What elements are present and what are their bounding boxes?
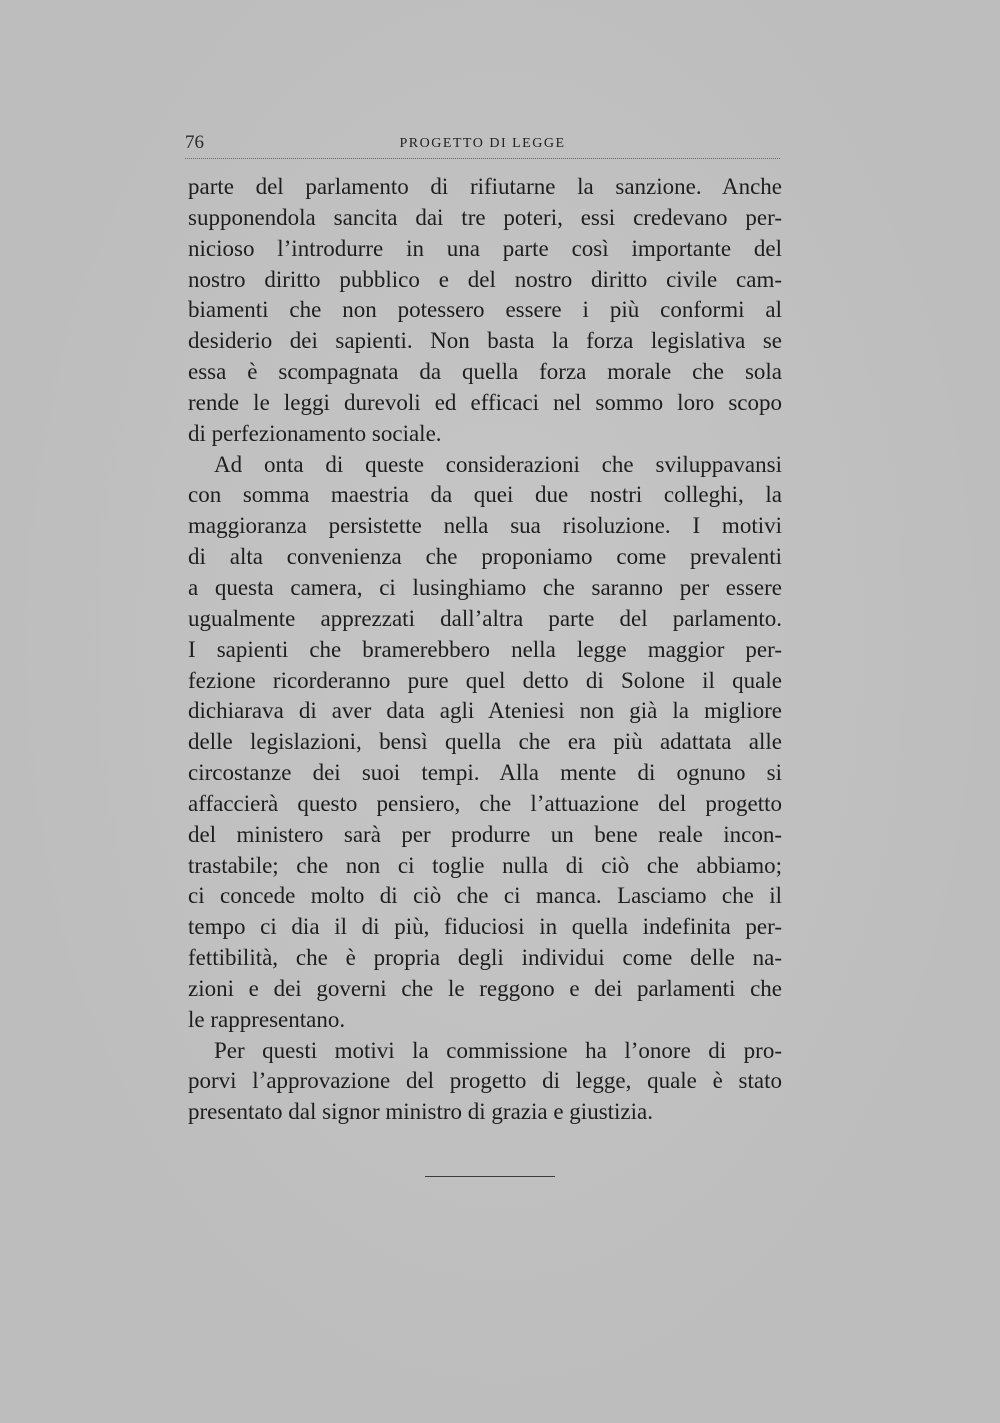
closing-rule	[425, 1176, 555, 1177]
text-line: circostanze dei suoi tempi. Alla mente di ognuno si	[188, 760, 782, 786]
text-line: a questa camera, ci lusinghiamo che saranno per essere	[188, 574, 782, 600]
text-line: trastabile; che non ci toglie nulla di ciò che abbiamo;	[188, 852, 782, 878]
text-line: delle legislazioni, bensì quella che era più adattata alle	[188, 729, 782, 755]
text-line: ugualmente apprezzati dall’altra parte del parlamento.	[188, 605, 782, 631]
running-title: PROGETTO DI LEGGE	[399, 136, 566, 151]
paragraph-end-line: di perfezionamento sociale.	[188, 420, 442, 446]
text-line: del ministero sarà per produrre un bene reale incon-	[188, 821, 782, 847]
text-line: desiderio dei sapienti. Non basta la forza legislativa se	[188, 328, 782, 354]
text-line: di alta convenienza che proponiamo come prevalenti	[188, 544, 782, 570]
body-text	[188, 172, 782, 1128]
text-line: ci concede molto di ciò che ci manca. Lasciamo che il	[188, 883, 782, 909]
running-head	[185, 128, 780, 162]
text-line: essa è scompagnata da quella forza morale che sola	[188, 359, 782, 385]
text-line: con somma maestria da quei due nostri colleghi, la	[188, 482, 782, 508]
text-line: fezione ricorderanno pure quel detto di Solone il quale	[188, 667, 782, 693]
text-line: I sapienti che bramerebbero nella legge maggior per-	[188, 636, 782, 662]
text-line: nostro diritto pubblico e del nostro diritto civile cam-	[188, 266, 782, 292]
text-line: porvi l’approvazione del progetto di legge, quale è stato	[188, 1068, 782, 1094]
text-line: rende le leggi durevoli ed efficaci nel sommo loro scopo	[188, 389, 782, 415]
text-line: fettibilità, che è propria degli individui come delle na-	[188, 945, 782, 971]
text-line: nicioso l’introdurre in una parte così importante del	[188, 235, 782, 261]
page-number: 76	[185, 132, 204, 153]
text-line: tempo ci dia il di più, fiduciosi in quella indefinita per-	[188, 914, 782, 940]
text-line: supponendola sancita dai tre poteri, essi credevano per-	[188, 204, 782, 230]
text-line: biamenti che non potessero essere i più conformi al	[188, 297, 782, 323]
text-line: parte del parlamento di rifiutarne la sanzione. Anche	[188, 174, 782, 199]
paragraph-end-line: presentato dal signor ministro di grazia e giustizia.	[188, 1099, 653, 1125]
text-line: zioni e dei governi che le reggono e dei parlamenti che	[188, 975, 782, 1001]
text-line: maggioranza persistette nella sua risoluzione. I motivi	[188, 513, 782, 539]
paragraph-start-line: Per questi motivi la commissione ha l’onore di pro-	[214, 1037, 782, 1063]
header-rule	[185, 158, 780, 159]
text-line: affaccierà questo pensiero, che l’attuazione del progetto	[188, 790, 782, 816]
paragraph-end-line: le rappresentano.	[188, 1006, 346, 1032]
paragraph-start-line: Ad onta di queste considerazioni che sviluppavansi	[214, 451, 782, 477]
text-line: dichiarava di aver data agli Ateniesi non già la migliore	[188, 698, 782, 724]
